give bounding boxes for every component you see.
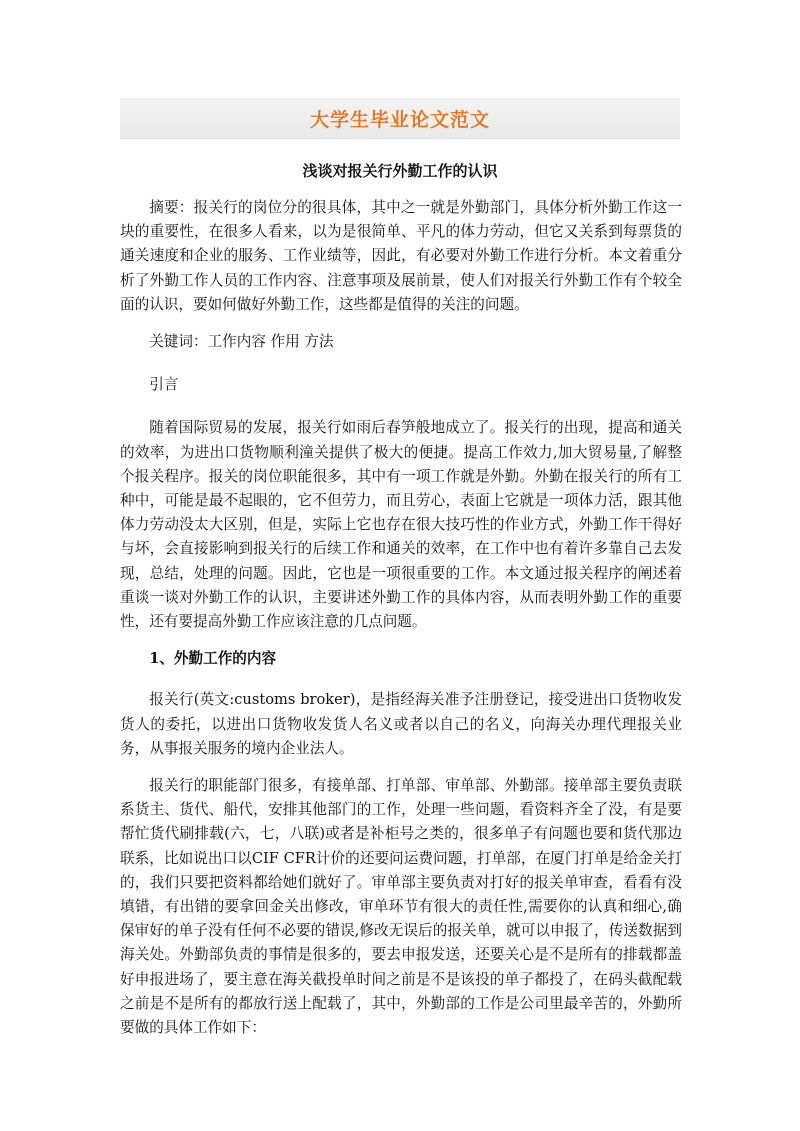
keywords-line: 关键词：工作内容 作用 方法 <box>149 333 334 351</box>
document-body <box>120 196 682 1053</box>
section1-heading: 1、外勤工作的内容 <box>149 650 277 668</box>
banner-title: 大学生毕业论文范文 <box>309 108 490 131</box>
section1-paragraph-1: 报关行(英文:customs broker)，是指经海关准予注册登记，接受进出口货物收发货人的委托，以进出口货物收发货人名义或者以自己的名义，向海关办理代理报关业务，从事报关服务的境内企业法人。 <box>120 691 682 757</box>
intro-paragraph: 随着国际贸易的发展，报关行如雨后春笋般地成立了。报关行的出现，提高和通关的效率，为进出口货物顺利潼关提供了极大的便捷。提高工作效力,加大贸易量,了解整个报关程序。报关的岗位职能很多，其中有一项工作就是外勤。外勤在报关行的所有工种中，可能是最不起眼的，它不但劳力，而且劳心，表面上它就是一项体力活，跟其他体力劳动没太大区别，但是，实际上它也存在很大技巧性的作业方式，外勤工作干得好与坏，会直接影响到报关行的后续工作和通关的效率，在工作中也有着许多靠自己去发现，总结，处理的问题。因此，它也是一项很重要的工作。本文通过报关程序的阐述着重谈一谈对外勤工作的认识，主要讲述外勤工作的具体内容，从而表明外勤工作的重要性，还有要提高外勤工作应该注意的几点问题。 <box>120 419 682 631</box>
section1-paragraph-2: 报关行的职能部门很多，有接单部、打单部、审单部、外勤部。接单部主要负责联系货主、货代、船代，安排其他部门的工作，处理一些问题，看资料齐全了没，有是要帮忙货代刷排载(六，七，八联)或者是补柜号之类的，很多单子有问题也要和货代那边联系，比如说出口以CIF CFR计价的还要问运费问题，打单部，在厦门打单是给金关打的，我们只要把资料都给她们就好了。审单部主要负责对打好的报关单审查，看看有没填错，有出错的要拿回金关出修改，审单环节有很大的责任性,需要你的认真和细心,确保审好的单子没有任何不必要的错误,修改无误后的报关单，就可以申报了，传送数据到海关处。外勤部负责的事情是很多的，要去申报发送，还要关心是不是所有的排载都盖好申报进场了，要主意在海关截投单时间之前是不是该投的单子都投了，在码头截配载之前是不是所有的都放行送上配载了，其中，外勤部的工作是公司里最辛苦的，外勤所要做的具体工作如下： <box>120 777 682 1037</box>
header-banner <box>120 98 680 139</box>
intro-heading: 引言 <box>149 376 179 394</box>
paper-title: 浅谈对报关行外勤工作的认识 <box>302 162 498 180</box>
abstract-paragraph: 摘要：报关行的岗位分的很具体，其中之一就是外勤部门，具体分析外勤工作这一块的重要性，在很多人看来，以为是很简单、平凡的体力劳动，但它又关系到每票货的通关速度和企业的服务、工作业绩等，因此，有必要对外勤工作进行分析。本文着重分析了外勤工作人员的工作内容、注意事项及展前景，使人们对报关行外勤工作有个较全面的认识，要如何做好外勤工作，这些都是值得的关注的问题。 <box>120 199 682 313</box>
